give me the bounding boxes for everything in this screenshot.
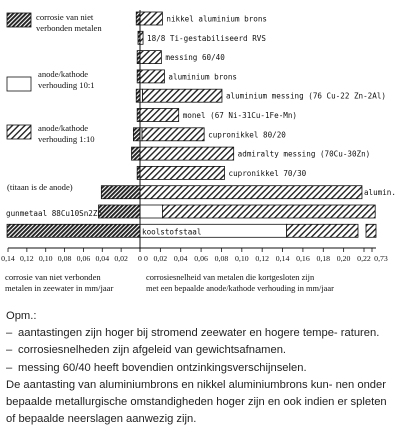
right-tick-label: 0,18 [316,254,331,263]
right-tick-label: 0,04 [173,254,188,263]
bar-label: admiralty messing (70Cu-30Zn) [237,149,371,159]
right-tick-label: 0,08 [214,254,229,263]
bar-label: koolstofstaal [142,227,202,237]
legend-item-galvanic [7,12,102,33]
legend-label-line: verhouding 10:1 [38,80,95,90]
left-tick-label: 0,12 [20,254,34,263]
bar-ratio1-10 [140,51,161,64]
bar-group [7,224,376,237]
bar-group [133,128,286,141]
bar-label: 18/8 Ti-gestabiliseerd RVS [147,33,266,43]
bar-galvanic [136,12,140,25]
bar-group [137,109,297,122]
bar-label: monel (67 Ni-31Cu-1Fe-Mn) [182,111,297,120]
bar-label: aluminium brons [168,72,238,82]
right-axis-ticks [140,248,388,263]
right-tick-label: 0,20 [336,254,351,263]
bar-label: nikkel aluminium brons [166,14,267,24]
legend-label-line: anode/kathode [38,69,89,79]
right-tick-label: 0,10 [234,254,249,263]
bar-galvanic [132,147,140,160]
legend-item-ratio1-10 [7,123,95,144]
bar-galvanic [7,224,140,237]
left-tick-label: 0,08 [57,254,72,263]
right-tick-label: 0,06 [194,254,208,263]
bar-ratio1-10 [140,109,179,122]
bar-group [136,89,386,102]
left-axis-ticks [1,248,142,263]
left-tick-label: 0,04 [95,254,110,263]
legend-swatch-ratio10 [7,77,31,91]
bar-label: gunmetaal 88Cu10Sn2Zn [6,209,103,218]
left-tick-label: 0,02 [114,254,128,263]
legend-label-line: anode/kathode [38,123,89,133]
left-axis-label-line: corrosie van niet verbonden [5,272,101,282]
bar-label: cupronikkel 80/20 [208,130,286,140]
legend-label-line: verbonden metalen [36,23,102,33]
bar-ratio1-10 [143,89,222,102]
notes-item: – corrosiesnelheden zijn afgeleid van gewichtsafnamen. [6,344,287,357]
legend-swatch-ratio1-10 [7,125,31,139]
bar-galvanic [101,186,140,199]
bar-ratio1-10 [140,186,362,199]
right-tick-label: 0 [144,254,148,263]
bar-group [101,186,396,199]
bar-ratio1-10 [162,205,375,218]
left-tick-label: 0 [138,254,142,263]
bar-ratio1-10-break [366,224,376,237]
bar-label: aluminium messing (76 Cu-22 Zn-2Al) [225,91,386,101]
note-titanium-anode: (titaan is de anode) [7,182,73,192]
bar-ratio1-10 [140,147,234,160]
bar-group [6,205,375,218]
bar-group [137,166,306,179]
right-axis-label-line: met een bepaalde anode/kathode verhouding in mm/jaar [146,284,334,293]
left-tick-label: 0,06 [76,254,91,263]
bar-ratio1-10 [140,166,225,179]
notes-heading: Opm.: [6,310,37,322]
right-tick-label: 0,22 [357,254,371,263]
notes-paragraph: De aantasting van aluminiumbrons en nikkel aluminiumbrons kun- nen onder bepaalde metallurgische omstandigheden hoger zijn en ook indien er spleten of bepaalde neerslagen aanwezig zijn. [6,378,387,426]
left-axis-label-line: metalen in zeewater in mm/jaar [5,283,114,293]
legend [7,12,102,192]
notes-item: – aantastingen zijn hoger bij stromend zeewater en hogere tempe- raturen. [6,327,380,340]
bar-ratio1-10 [140,12,162,25]
bar-ratio1-10 [142,128,204,141]
bar-group [136,12,267,25]
legend-item-ratio10 [7,69,95,91]
legend-label-line: corrosie van niet [36,12,94,22]
bar-group [137,51,225,64]
bar-ratio1-10 [287,224,358,237]
right-tick-label: 0,16 [296,254,310,263]
legend-swatch-galvanic [7,13,31,27]
notes-item: – messing 60/40 heeft bovendien ontzinkingsverschijnselen. [6,361,307,374]
notes-item-text: aantastingen zijn hoger bij stromend zeewater en hogere tempe- raturen. [18,327,380,340]
bar-label: messing 60/40 [165,53,225,63]
left-tick-label: 0,14 [1,254,15,263]
bar-galvanic [133,128,140,141]
right-tick-label-extra: 0,73 [374,254,388,263]
bar-group [132,147,371,160]
bar-galvanic [99,205,140,218]
notes-item-text: corrosiesnelheden zijn afgeleid van gewichtsafnamen. [18,344,287,357]
right-tick-label: 0,02 [153,254,168,263]
bar-label: alumin. [363,188,396,198]
legend-label-line: verhouding 1:10 [38,134,95,144]
bar-ratio1-10 [140,70,164,83]
notes [6,308,394,428]
bar-group [138,31,266,44]
right-tick-label: 0,12 [255,254,270,263]
notes-item-text: messing 60/40 heeft bovendien ontzinkingsverschijnselen. [18,361,307,374]
right-tick-label: 0,14 [275,254,290,263]
bar-label: cupronikkel 70/30 [228,168,307,178]
right-axis-label-line: corrosiesnelheid van metalen die kortgesloten zijn [146,273,315,282]
left-tick-label: 0,10 [38,254,53,263]
bar-ratio10 [140,205,162,218]
bar-group [137,70,237,83]
bar-galvanic [136,89,140,102]
